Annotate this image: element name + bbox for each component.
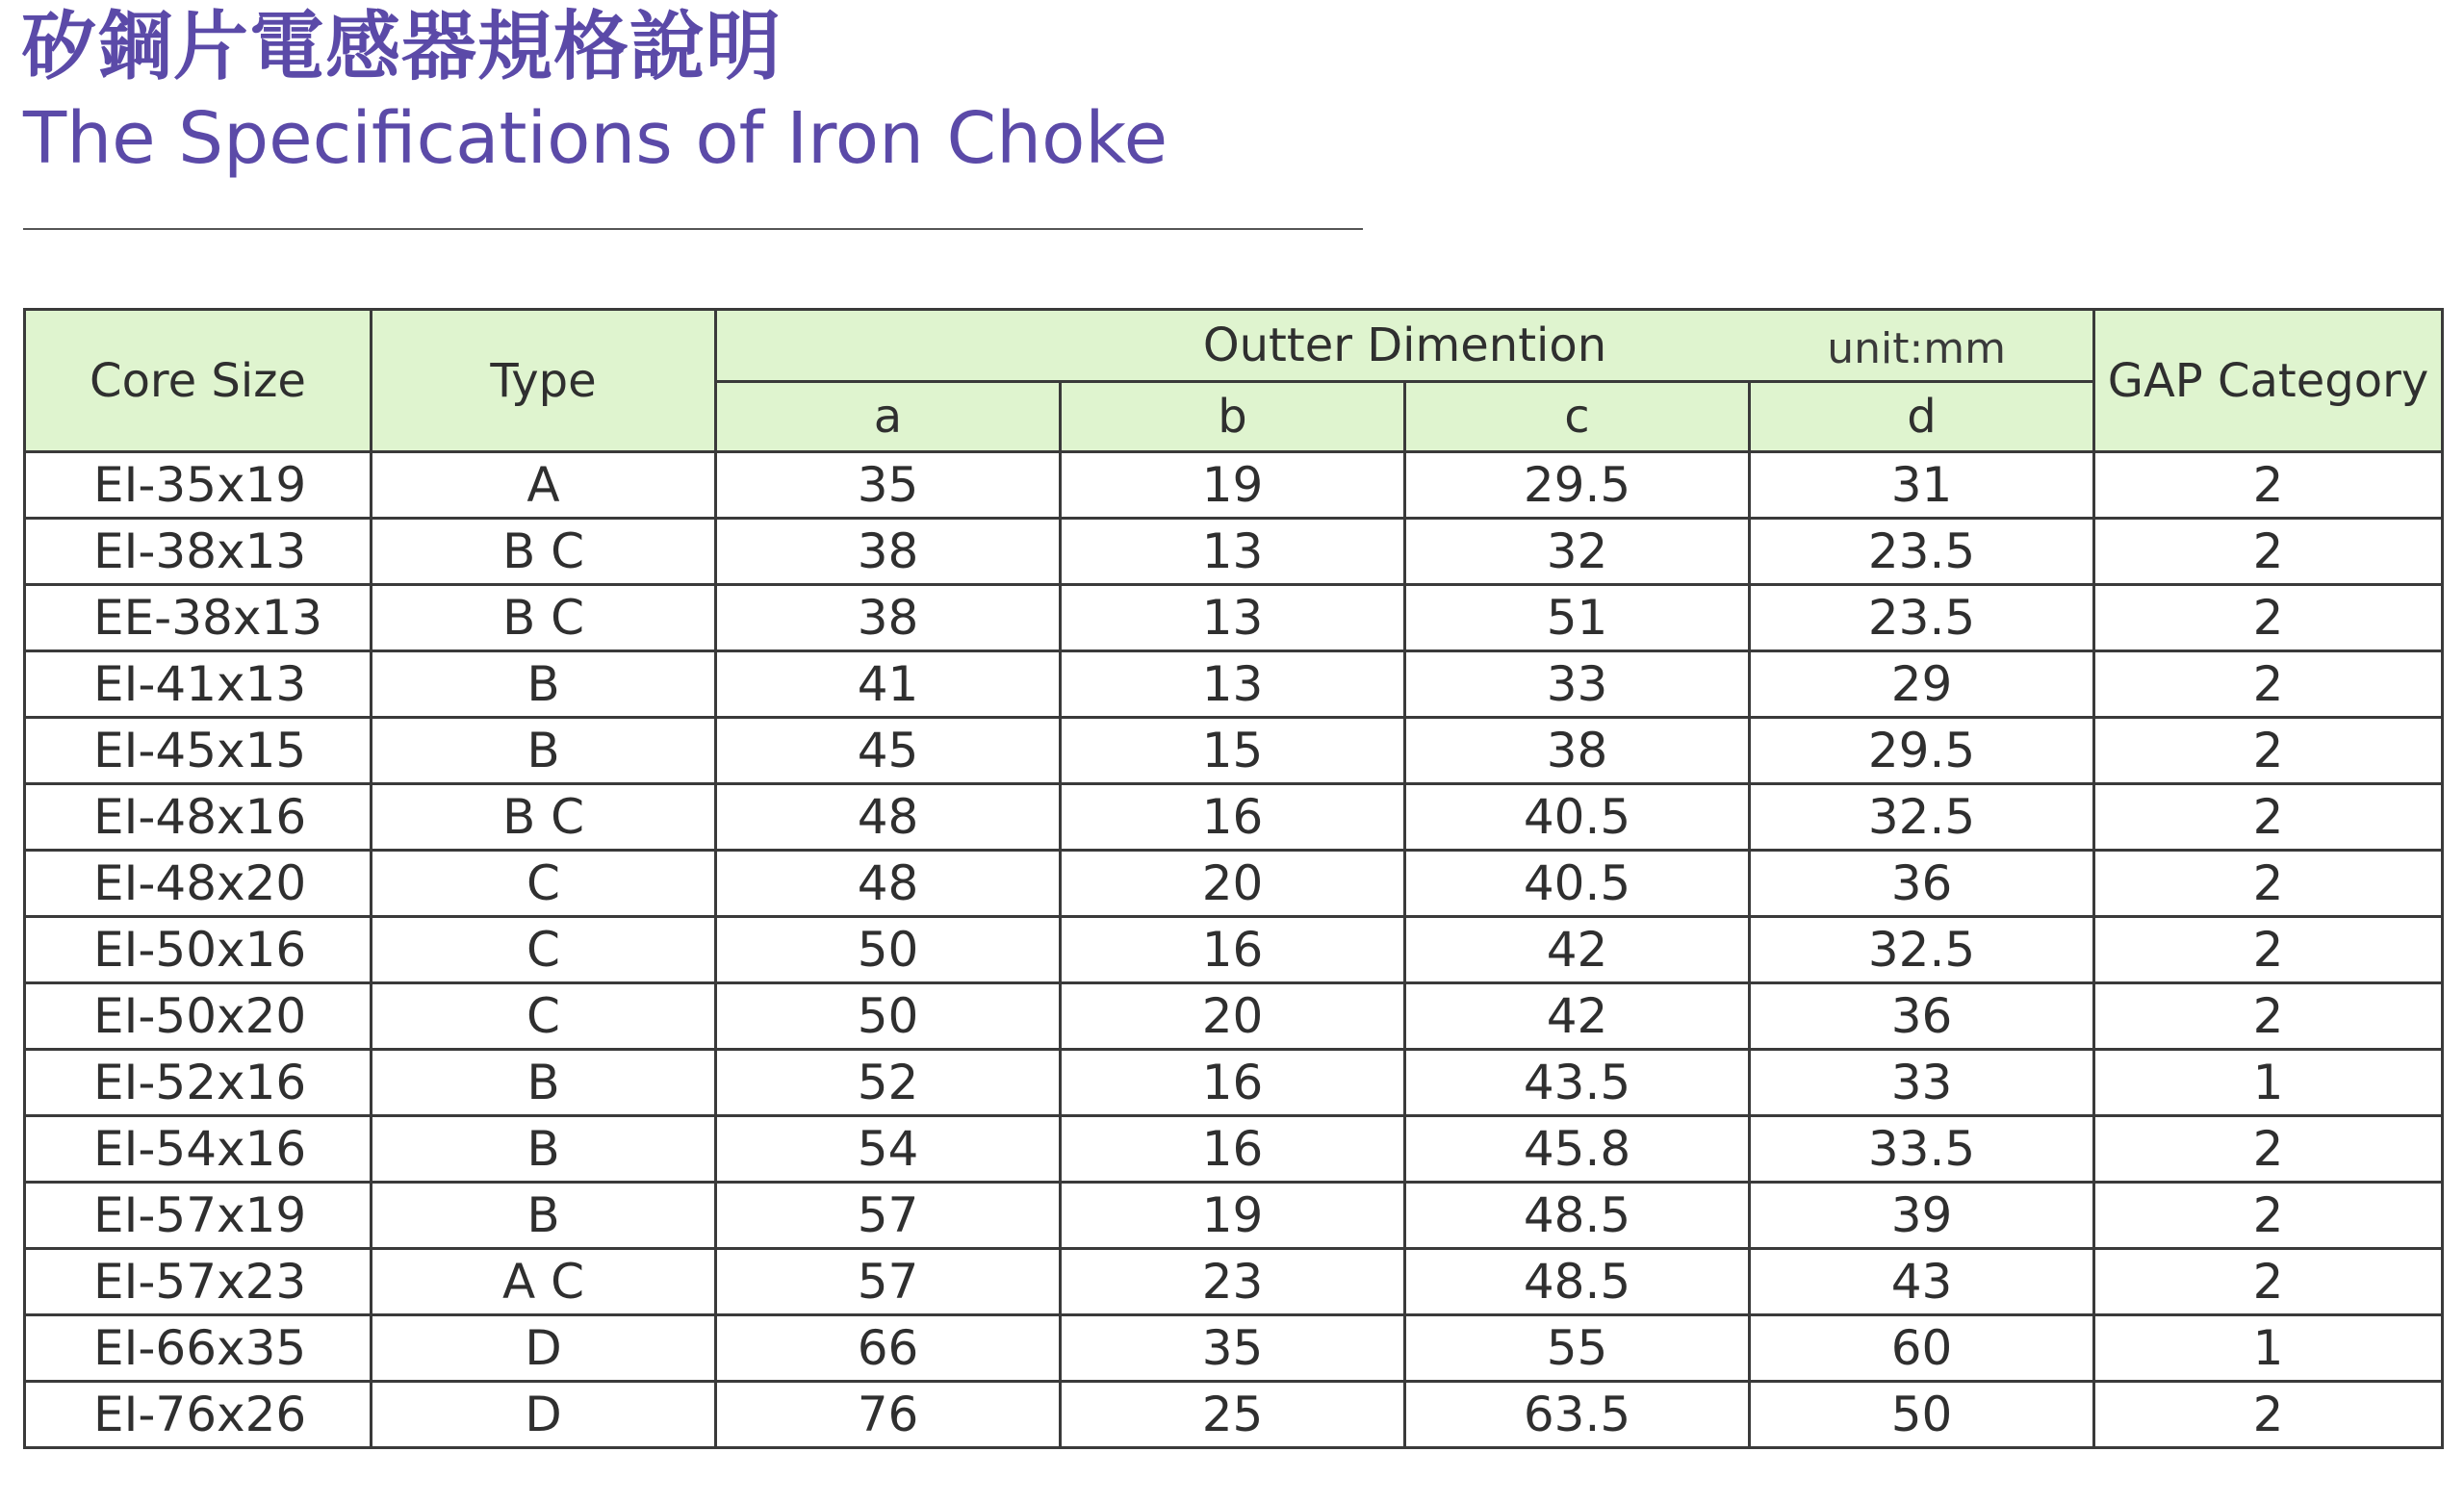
page-title-english: The Specifications of Iron Choke bbox=[23, 97, 1168, 180]
column-header-gap-category: GAP Category bbox=[2094, 310, 2443, 452]
table-row bbox=[25, 851, 2443, 917]
cell-core-size: EI-48x16 bbox=[25, 784, 372, 851]
cell-c: 40.5 bbox=[1405, 851, 1750, 917]
cell-c: 38 bbox=[1405, 718, 1750, 784]
spec-table-body bbox=[25, 452, 2443, 1448]
cell-gap-category: 2 bbox=[2094, 585, 2443, 651]
cell-a: 50 bbox=[716, 983, 1061, 1050]
outer-dimension-label: Outter Dimention bbox=[1202, 318, 1607, 372]
cell-core-size: EI-66x35 bbox=[25, 1315, 372, 1382]
cell-gap-category: 2 bbox=[2094, 1116, 2443, 1183]
cell-d: 36 bbox=[1750, 983, 2094, 1050]
cell-a: 66 bbox=[716, 1315, 1061, 1382]
cell-d: 32.5 bbox=[1750, 784, 2094, 851]
cell-type: C bbox=[372, 851, 716, 917]
cell-c: 42 bbox=[1405, 983, 1750, 1050]
table-row bbox=[25, 1315, 2443, 1382]
cell-d: 32.5 bbox=[1750, 917, 2094, 983]
cell-type: A C bbox=[372, 1249, 716, 1315]
cell-type: A bbox=[372, 452, 716, 519]
cell-c: 51 bbox=[1405, 585, 1750, 651]
table-row bbox=[25, 1249, 2443, 1315]
cell-type: C bbox=[372, 983, 716, 1050]
cell-c: 43.5 bbox=[1405, 1050, 1750, 1116]
cell-core-size: EI-50x20 bbox=[25, 983, 372, 1050]
cell-type: B C bbox=[372, 784, 716, 851]
cell-type: B bbox=[372, 718, 716, 784]
table-row bbox=[25, 983, 2443, 1050]
cell-a: 38 bbox=[716, 585, 1061, 651]
table-row bbox=[25, 1050, 2443, 1116]
cell-b: 20 bbox=[1061, 851, 1405, 917]
table-row bbox=[25, 1382, 2443, 1448]
cell-a: 48 bbox=[716, 851, 1061, 917]
cell-b: 16 bbox=[1061, 1050, 1405, 1116]
cell-core-size: EI-52x16 bbox=[25, 1050, 372, 1116]
column-group-outer-dimension bbox=[716, 310, 2094, 382]
cell-a: 52 bbox=[716, 1050, 1061, 1116]
cell-c: 48.5 bbox=[1405, 1249, 1750, 1315]
cell-c: 45.8 bbox=[1405, 1116, 1750, 1183]
column-header-a: a bbox=[716, 382, 1061, 452]
cell-type: B bbox=[372, 1183, 716, 1249]
column-header-c: c bbox=[1405, 382, 1750, 452]
cell-a: 41 bbox=[716, 651, 1061, 718]
cell-d: 33 bbox=[1750, 1050, 2094, 1116]
cell-a: 38 bbox=[716, 519, 1061, 585]
cell-core-size: EI-48x20 bbox=[25, 851, 372, 917]
cell-a: 76 bbox=[716, 1382, 1061, 1448]
cell-type: B bbox=[372, 1116, 716, 1183]
table-row bbox=[25, 917, 2443, 983]
cell-d: 36 bbox=[1750, 851, 2094, 917]
cell-type: D bbox=[372, 1315, 716, 1382]
cell-d: 43 bbox=[1750, 1249, 2094, 1315]
cell-c: 63.5 bbox=[1405, 1382, 1750, 1448]
cell-c: 32 bbox=[1405, 519, 1750, 585]
table-row bbox=[25, 519, 2443, 585]
cell-type: D bbox=[372, 1382, 716, 1448]
cell-gap-category: 2 bbox=[2094, 519, 2443, 585]
cell-b: 23 bbox=[1061, 1249, 1405, 1315]
unit-label: unit:mm bbox=[1827, 324, 2007, 373]
cell-core-size: EE-38x13 bbox=[25, 585, 372, 651]
cell-type: B C bbox=[372, 519, 716, 585]
table-row bbox=[25, 585, 2443, 651]
cell-b: 35 bbox=[1061, 1315, 1405, 1382]
cell-gap-category: 2 bbox=[2094, 983, 2443, 1050]
cell-c: 40.5 bbox=[1405, 784, 1750, 851]
cell-gap-category: 2 bbox=[2094, 784, 2443, 851]
cell-b: 19 bbox=[1061, 452, 1405, 519]
column-header-b: b bbox=[1061, 382, 1405, 452]
table-row bbox=[25, 1183, 2443, 1249]
cell-gap-category: 2 bbox=[2094, 851, 2443, 917]
cell-type: B C bbox=[372, 585, 716, 651]
title-divider bbox=[23, 228, 1363, 230]
cell-d: 29.5 bbox=[1750, 718, 2094, 784]
cell-core-size: EI-57x19 bbox=[25, 1183, 372, 1249]
cell-d: 39 bbox=[1750, 1183, 2094, 1249]
cell-d: 23.5 bbox=[1750, 519, 2094, 585]
cell-d: 60 bbox=[1750, 1315, 2094, 1382]
cell-b: 15 bbox=[1061, 718, 1405, 784]
cell-c: 55 bbox=[1405, 1315, 1750, 1382]
column-header-d: d bbox=[1750, 382, 2094, 452]
table-row bbox=[25, 651, 2443, 718]
cell-a: 57 bbox=[716, 1249, 1061, 1315]
cell-core-size: EI-50x16 bbox=[25, 917, 372, 983]
cell-type: B bbox=[372, 651, 716, 718]
cell-core-size: EI-35x19 bbox=[25, 452, 372, 519]
cell-gap-category: 2 bbox=[2094, 917, 2443, 983]
cell-a: 48 bbox=[716, 784, 1061, 851]
cell-b: 19 bbox=[1061, 1183, 1405, 1249]
cell-d: 33.5 bbox=[1750, 1116, 2094, 1183]
cell-gap-category: 2 bbox=[2094, 1183, 2443, 1249]
cell-d: 29 bbox=[1750, 651, 2094, 718]
cell-a: 35 bbox=[716, 452, 1061, 519]
cell-a: 45 bbox=[716, 718, 1061, 784]
spec-table bbox=[23, 308, 2444, 1449]
column-header-type: Type bbox=[372, 310, 716, 452]
table-row bbox=[25, 1116, 2443, 1183]
cell-gap-category: 1 bbox=[2094, 1315, 2443, 1382]
cell-gap-category: 1 bbox=[2094, 1050, 2443, 1116]
cell-a: 50 bbox=[716, 917, 1061, 983]
cell-a: 54 bbox=[716, 1116, 1061, 1183]
cell-b: 13 bbox=[1061, 585, 1405, 651]
cell-core-size: EI-41x13 bbox=[25, 651, 372, 718]
cell-core-size: EI-57x23 bbox=[25, 1249, 372, 1315]
cell-gap-category: 2 bbox=[2094, 452, 2443, 519]
table-row bbox=[25, 784, 2443, 851]
cell-b: 13 bbox=[1061, 651, 1405, 718]
page-title-chinese: 矽鋼片電感器規格說明 bbox=[21, 4, 783, 90]
cell-b: 16 bbox=[1061, 784, 1405, 851]
cell-d: 50 bbox=[1750, 1382, 2094, 1448]
cell-core-size: EI-38x13 bbox=[25, 519, 372, 585]
column-header-core-size: Core Size bbox=[25, 310, 372, 452]
cell-core-size: EI-45x15 bbox=[25, 718, 372, 784]
cell-d: 31 bbox=[1750, 452, 2094, 519]
cell-gap-category: 2 bbox=[2094, 718, 2443, 784]
cell-gap-category: 2 bbox=[2094, 1249, 2443, 1315]
cell-core-size: EI-54x16 bbox=[25, 1116, 372, 1183]
spec-table-header bbox=[25, 310, 2443, 452]
cell-b: 13 bbox=[1061, 519, 1405, 585]
cell-d: 23.5 bbox=[1750, 585, 2094, 651]
cell-c: 42 bbox=[1405, 917, 1750, 983]
cell-b: 25 bbox=[1061, 1382, 1405, 1448]
table-row bbox=[25, 452, 2443, 519]
cell-gap-category: 2 bbox=[2094, 1382, 2443, 1448]
cell-c: 48.5 bbox=[1405, 1183, 1750, 1249]
cell-core-size: EI-76x26 bbox=[25, 1382, 372, 1448]
cell-b: 16 bbox=[1061, 1116, 1405, 1183]
cell-b: 20 bbox=[1061, 983, 1405, 1050]
table-row bbox=[25, 718, 2443, 784]
cell-type: C bbox=[372, 917, 716, 983]
cell-c: 29.5 bbox=[1405, 452, 1750, 519]
cell-c: 33 bbox=[1405, 651, 1750, 718]
cell-a: 57 bbox=[716, 1183, 1061, 1249]
cell-b: 16 bbox=[1061, 917, 1405, 983]
cell-type: B bbox=[372, 1050, 716, 1116]
cell-gap-category: 2 bbox=[2094, 651, 2443, 718]
